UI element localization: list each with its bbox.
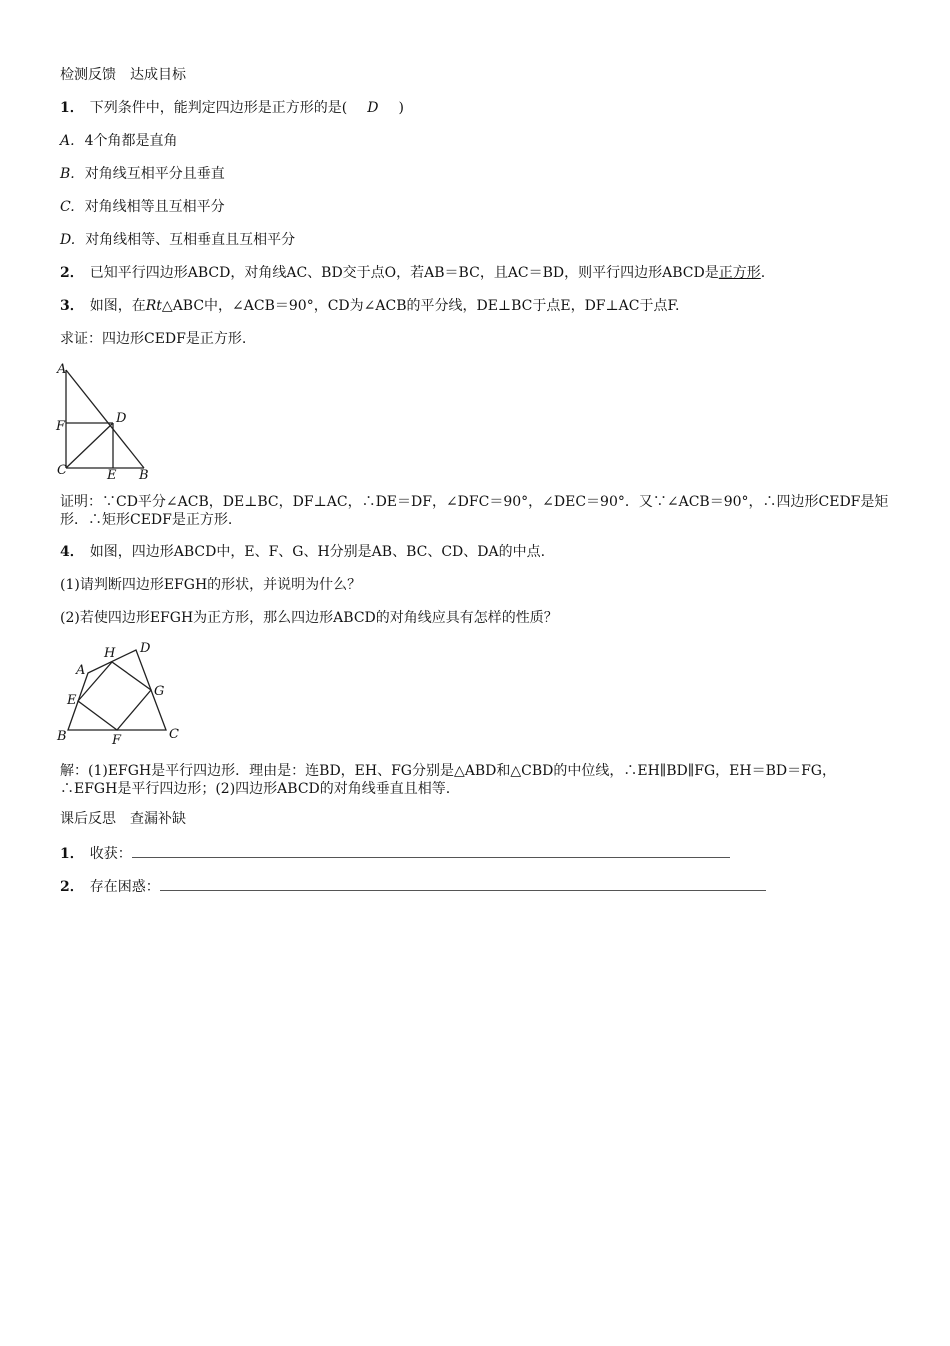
question-close-paren: ) — [384, 100, 404, 116]
reflect-gains — [60, 843, 730, 863]
option-text: 对角线相等且互相平分 — [84, 199, 225, 215]
question-number: 1． — [60, 100, 84, 116]
section-title-reflection: 课后反思 查漏补缺 — [60, 811, 186, 827]
label-d: D — [116, 411, 127, 426]
option-c — [60, 198, 225, 216]
proof-text: 证明：∵CD平分∠ACB，DE⊥BC，DF⊥AC，∴DE＝DF，∠DFC＝90°，∠DEC＝90°．又∵∠ACB＝90°，∴四边形CEDF是矩形．∴矩形CEDF是正方形. — [60, 494, 889, 528]
option-b — [60, 165, 225, 183]
reflect-label: 存在困惑： — [89, 879, 160, 895]
label-c: C — [57, 463, 67, 478]
option-d — [60, 231, 295, 249]
question-text: 如图，四边形ABCD中，E、F、G、H分别是AB、BC、CD、DA的中点. — [89, 544, 546, 560]
solution-text: 解：(1)EFGH是平行四边形．理由是：连BD，EH、FG分别是△ABD和△CBD的中位线，∴EH∥BD∥FG，EH＝BD＝FG，∴EFGH是平行四边形；(2)四边形ABCD的对角线垂直且相等. — [60, 763, 836, 797]
option-a — [60, 132, 177, 150]
label-c: C — [169, 727, 179, 742]
reflect-confusion — [60, 876, 766, 896]
gains-answer-line[interactable] — [132, 843, 730, 858]
figure-quadrilateral — [54, 638, 184, 748]
option-letter: C. — [60, 199, 75, 215]
label-h: H — [104, 646, 116, 661]
figure-right-triangle — [54, 360, 164, 482]
question-4-part-1: (1)请判断四边形EFGH的形状，并说明为什么？ — [60, 577, 362, 593]
question-stem: 下列条件中，能判定四边形是正方形的是( — [89, 100, 362, 116]
rt-symbol: Rt — [145, 298, 162, 314]
item-number: 1． — [60, 846, 84, 862]
question-1 — [60, 99, 404, 117]
option-text: 4个角都是直角 — [84, 133, 178, 149]
option-letter: A. — [60, 133, 75, 149]
prove-statement: 求证：四边形CEDF是正方形. — [60, 331, 247, 347]
question-number: 2． — [60, 265, 84, 281]
option-text: 对角线相等、互相垂直且互相平分 — [85, 232, 296, 248]
label-f: F — [56, 419, 66, 434]
question-prefix: 如图，在 — [89, 298, 146, 314]
question-text: △ABC中，∠ACB＝90°，CD为∠ACB的平分线，DE⊥BC于点E，DF⊥AC于点F. — [161, 298, 680, 314]
answer-fill: 正方形 — [718, 265, 761, 281]
label-b: B — [57, 729, 67, 744]
question-4 — [60, 543, 545, 561]
reflect-label: 收获： — [89, 846, 132, 862]
item-number: 2． — [60, 879, 84, 895]
question-4-part-2: (2)若使四边形EFGH为正方形，那么四边形ABCD的对角线应具有怎样的性质？ — [60, 610, 558, 626]
label-d: D — [140, 641, 151, 656]
answer-choice: D — [367, 100, 379, 116]
sentence-end: . — [760, 265, 766, 281]
option-text: 对角线互相平分且垂直 — [84, 166, 225, 182]
option-letter: B. — [60, 166, 75, 182]
question-text: 已知平行四边形ABCD，对角线AC、BD交于点O，若AB＝BC，且AC＝BD，则平行四边形ABCD是 — [89, 265, 719, 281]
section-title-feedback: 检测反馈 达成目标 — [60, 67, 186, 83]
label-e: E — [67, 693, 77, 708]
question-2 — [60, 264, 765, 282]
label-b: B — [139, 468, 149, 482]
label-a: A — [57, 362, 67, 377]
question-number: 3． — [60, 298, 84, 314]
question-number: 4． — [60, 544, 84, 560]
label-e: E — [107, 468, 117, 482]
label-a: A — [76, 663, 86, 678]
label-f: F — [112, 733, 122, 748]
option-letter: D. — [60, 232, 76, 248]
confusion-answer-line[interactable] — [160, 876, 766, 891]
label-g: G — [154, 684, 165, 699]
question-3 — [60, 297, 680, 315]
